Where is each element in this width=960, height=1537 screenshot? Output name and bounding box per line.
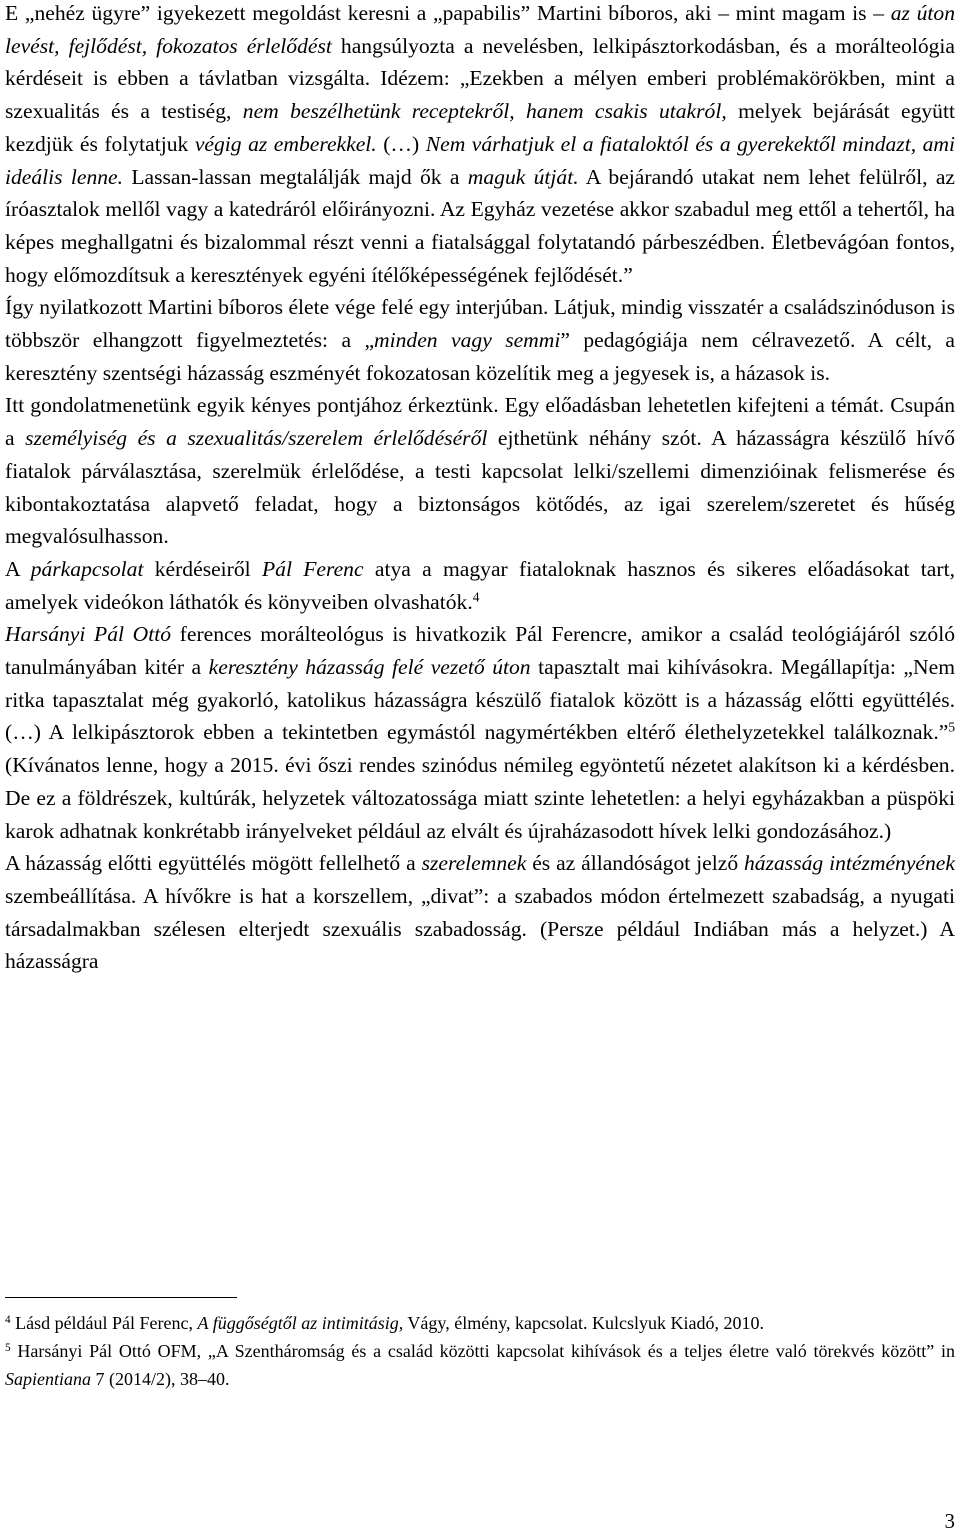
text-span: tapasztalt mai kihívásokra. Megállapítja: „Nem ritka tapasztalat még gyakorló, katolikus házasságra készülő fiatalok között is a házasság előtti együttélés. (…) A lelkipásztorok ebben a tekintetben egymástól nagymértékben eltérő élethelyzetekkel találkoznak.”	[5, 655, 955, 745]
text-span: hangsúlyozta a nevelésben, lelkipásztorkodásban, és a morálteológia kérdéseit is ebben a távlatban vizsgálta. Idézem: „Ezekben a mélyen emberi problémakörökben, mint a szexualitás és a testiség,	[5, 33, 956, 124]
text-span: Itt gondolatmenetünk egyik kényes pontjához érkeztünk. Egy előadásban lehetetlen kifejteni a témát. Csupán a	[5, 393, 955, 451]
emphasis: maguk útját.	[467, 164, 579, 189]
emphasis: minden vagy semmi	[374, 328, 561, 353]
emphasis: nem beszélhetünk receptekről, hanem csakis utakról,	[242, 99, 727, 124]
text-span: Lassan-lassan megtalálják majd ők a	[123, 164, 468, 189]
emphasis: személyiség és a szexualitás/szerelem érlelődéséről	[25, 426, 488, 451]
text-span: A bejárandó utakat nem lehet felülről, az íróasztalok mellől vagy a katedráról előirányozni. Az Egyház vezetése akkor szabadul meg ettől a tehertől, ha képes meghallgatni és bizalommal részt venni a fiatalsággal folytatandó párbeszédben. Életbevágóan fontos, hogy előmozdítsuk a keresztények egyéni ítélőképességének fejlődését.”	[5, 164, 955, 287]
footnotes	[5, 1309, 955, 1393]
emphasis: Nem várhatjuk el a fiataloktól és a gyerekektől mindazt, ami ideális lenne.	[5, 131, 956, 189]
emphasis: szerelemnek	[421, 851, 527, 876]
text-span: 7 (2014/2), 38–40.	[91, 1369, 230, 1389]
paragraph-harsanyi	[5, 618, 955, 847]
text-span: szembeállítása. A hívőkre is hat a korszellem, „divat”: a szabados módon értelmezett szabadság, a nyugati társadalmakban szélesen elterjedt szexuális szabadosság. (Persze például Indiában más a helyzet.) A házasságra	[5, 883, 955, 974]
text-span: Harsányi Pál Ottó OFM, „A Szentháromság és a család közötti kapcsolat kihívások és a teljes életre való törekvés között” in	[10, 1341, 955, 1361]
text-span: ferences morálteológus is hivatkozik Pál Ferencre, amikor a család teológiájáról szóló tanulmányában kitér a	[5, 622, 955, 680]
text-span: E „nehéz ügyre” igyekezett megoldást keresni a „papabilis” Martini bíboros, aki – mint magam is –	[5, 1, 891, 25]
emphasis: Harsányi Pál Ottó	[5, 622, 172, 647]
paragraph-martini-quote	[5, 0, 955, 291]
page-number: 3	[944, 1509, 955, 1533]
emphasis: A függőségtől az intimitásig,	[197, 1313, 404, 1333]
paragraph-cohabitation	[5, 847, 955, 978]
footnote-number: 4	[5, 1313, 11, 1326]
text-span: Vágy, élmény, kapcsolat. Kulcslyuk Kiadó, 2010.	[403, 1313, 764, 1333]
text-span: és az állandóságot jelző	[526, 851, 744, 876]
emphasis: az úton levést, fejlődést, fokozatos érlelődést	[5, 1, 956, 58]
footnote-ref-5[interactable]: 5	[948, 720, 955, 736]
text-span: kérdéseiről	[143, 556, 262, 581]
text-span: ” pedagógiája nem célravezető. A célt, a keresztény szentségi házasság eszményét fokozatosan közelítik meg a jegyesek is, a házasok is.	[5, 328, 955, 385]
text-span: atya a magyar fiataloknak hasznos és sikeres előadásokat tart, amelyek videókon láthatók és könyveiben olvashatók.	[5, 556, 955, 614]
paragraph-pal-ferenc	[5, 553, 955, 618]
footnote-5	[5, 1337, 955, 1393]
emphasis: házasság intézményének	[744, 851, 955, 876]
text-span: A	[5, 556, 31, 581]
emphasis: Pál Ferenc	[261, 556, 364, 581]
body-text	[5, 0, 955, 978]
text-span: ejthetünk néhány szót. A házasságra készülő hívő fiatalok párválasztása, szerelmük érlelődése, a testi kapcsolat lelki/szellemi dimenzióinak felismerése és kibontakoztatása alapvető feladat, hogy a biztonságos kötődés, az igai szerelem/szeretet és hűség megvalósulhasson.	[5, 426, 955, 549]
text-span: (…)	[376, 131, 426, 156]
footnote-number: 5	[5, 1341, 11, 1354]
text-span: melyek bejárását együtt kezdjük és folytatjuk	[5, 99, 955, 156]
paragraph-interview	[5, 291, 955, 389]
emphasis: párkapcsolat	[30, 556, 144, 581]
footnote-4	[5, 1309, 955, 1337]
emphasis: keresztény házasság felé vezető úton	[208, 655, 531, 680]
paragraph-sensitive-point	[5, 389, 955, 553]
emphasis: végig az emberekkel.	[194, 131, 377, 156]
emphasis: Sapientiana	[5, 1369, 91, 1389]
text-span: Így nyilatkozott Martini bíboros élete vége felé egy interjúban. Látjuk, mindig visszatér a családszinóduson is többször elhangzott figyelmeztetés: a „	[5, 295, 955, 353]
footnote-divider	[5, 1297, 237, 1298]
text-span: Lásd például Pál Ferenc,	[10, 1313, 198, 1333]
text-span: A házasság előtti együttélés mögött fellelhető a	[5, 851, 422, 876]
footnote-ref-4[interactable]: 4	[472, 589, 480, 605]
text-span: (Kívánatos lenne, hogy a 2015. évi őszi rendes szinódus némileg egyöntetű nézetet alakítson ki a kérdésben. De ez a földrészek, kultúrák, helyzetek változatossága miatt szinte lehetetlen: a helyi egyházakban a püspöki karok adhatnak konkrétabb irányelveket például az elvált és újraházasodott hívek lelki gondozásához.)	[5, 753, 955, 843]
